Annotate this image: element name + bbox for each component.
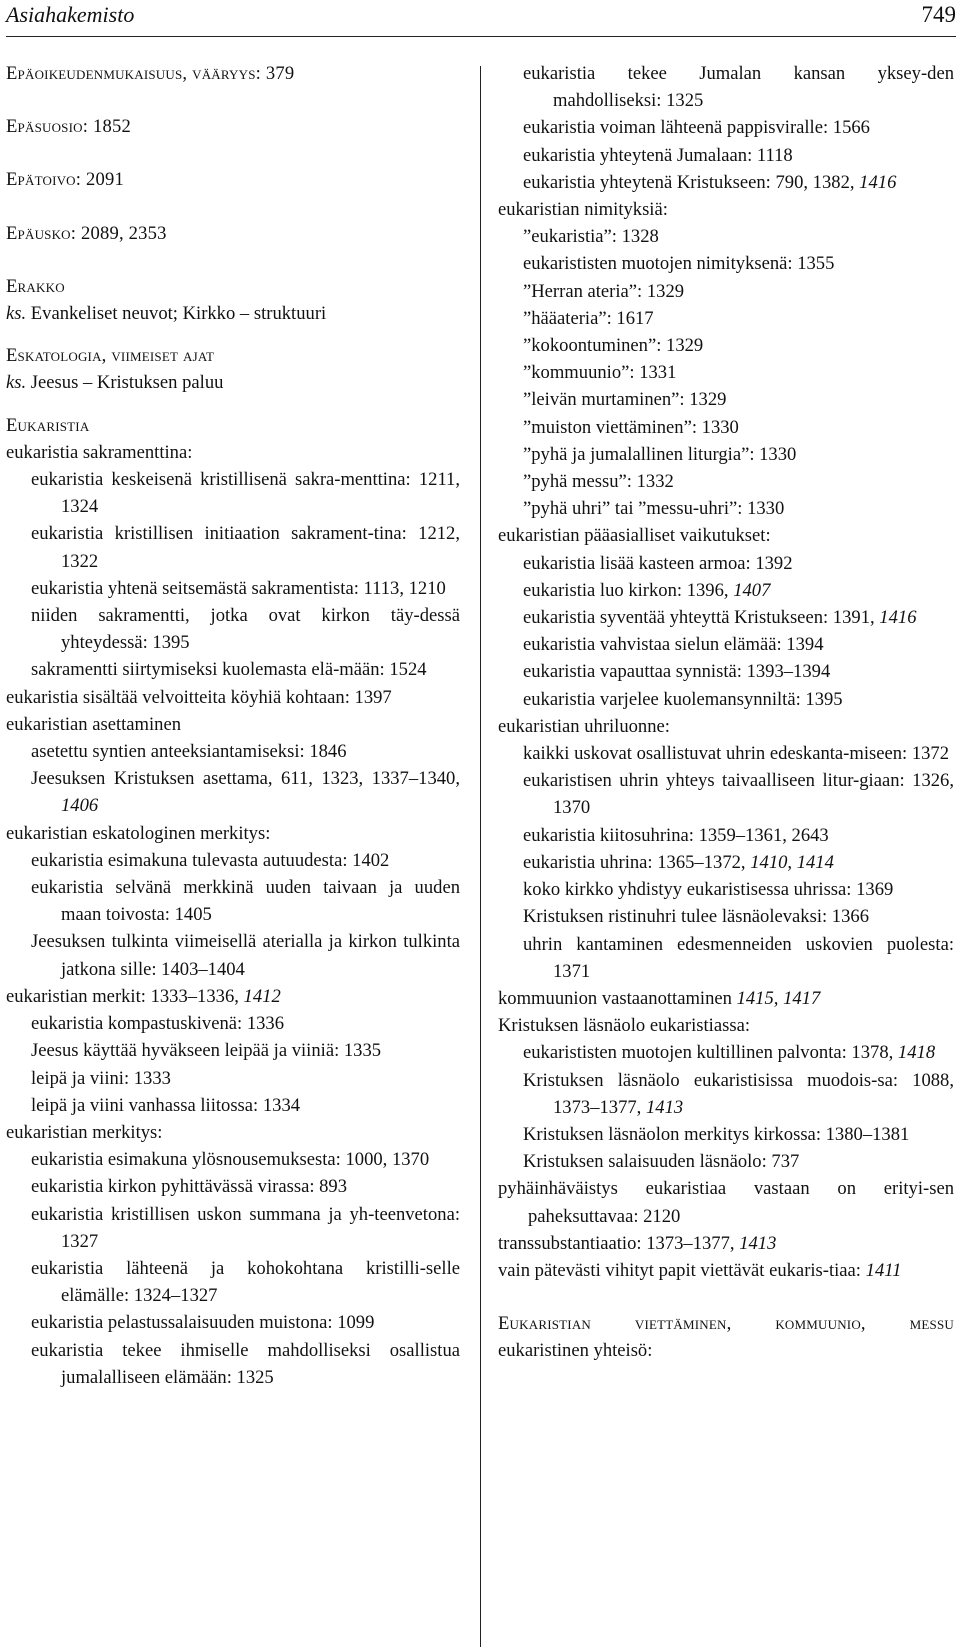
index-subentry: eukaristia tekee Jumalan kansan yksey-den mahdolliseksi: 1325 <box>523 63 954 112</box>
index-heading: Eukaristia <box>6 414 90 436</box>
index-subentry: eukaristia kristillisen uskon summana ja yh-teenvetona: 1327 <box>31 1203 460 1252</box>
index-subentry: eukaristia voiman lähteenä pappisviralle: 1566 <box>523 117 870 139</box>
index-entry: vain pätevästi vihityt papit viettävät eukaris-tiaa: 1411 <box>498 1259 902 1281</box>
index-subentry: eukarististen muotojen nimityksenä: 1355 <box>523 253 835 275</box>
index-heading: Epätoivo: 2091 <box>6 169 124 191</box>
index-entry: kommuunion vastaanottaminen 1415, 1417 <box>498 987 821 1009</box>
index-subentry: eukaristia esimakuna ylösnousemuksesta: 1000, 1370 <box>31 1149 430 1171</box>
running-title: Asiahakemisto <box>6 2 135 27</box>
index-heading: Erakko <box>6 275 65 297</box>
index-entry: eukaristian eskatologinen merkitys: <box>6 822 271 844</box>
page-header <box>6 0 956 37</box>
index-subentry: eukaristia kompastuskivenä: 1336 <box>31 1013 285 1035</box>
right-column <box>498 60 954 1365</box>
index-subentry: ”Herran ateria”: 1329 <box>523 280 685 302</box>
index-subentry: eukaristia tekee ihmiselle mahdolliseksi osallistua jumalalliseen elämään: 1325 <box>31 1339 460 1388</box>
index-subentry: ”pyhä messu”: 1332 <box>523 471 674 493</box>
index-subentry: Kristuksen läsnäolon merkitys kirkossa: 1380–1381 <box>523 1123 910 1145</box>
index-subentry: ”kokoontuminen”: 1329 <box>523 335 704 357</box>
index-subentry: kaikki uskovat osallistuvat uhrin edeskanta-miseen: 1372 <box>523 743 950 765</box>
index-entry: eukaristian asettaminen <box>6 713 182 735</box>
index-heading: Eukaristian viettäminen, kommuunio, messu <box>498 1313 954 1335</box>
index-entry: transsubstantiaatio: 1373–1377, 1413 <box>498 1232 777 1254</box>
index-entry: eukaristian nimityksiä: <box>498 199 668 221</box>
index-heading: Eskatologia, viimeiset ajat <box>6 345 215 367</box>
index-entry: eukaristia sakramenttina: <box>6 441 193 463</box>
index-entry: eukaristinen yhteisö: <box>498 1340 653 1362</box>
index-subentry: Jeesus käyttää hyväkseen leipää ja viiniä: 1335 <box>31 1040 382 1062</box>
index-heading: Epäusko: 2089, 2353 <box>6 222 167 244</box>
index-subentry: eukaristia luo kirkon: 1396, 1407 <box>523 579 771 601</box>
index-entry: eukaristian uhriluonne: <box>498 715 670 737</box>
index-subentry: eukaristia selvänä merkkinä uuden taivaan ja uuden maan toivosta: 1405 <box>31 877 460 926</box>
index-subentry: eukaristia lisää kasteen armoa: 1392 <box>523 552 793 574</box>
see-also: ks. Jeesus – Kristuksen paluu <box>6 372 224 394</box>
index-subentry: eukarististen muotojen kultillinen palvonta: 1378, 1418 <box>523 1042 936 1064</box>
index-entry: eukaristia sisältää velvoitteita köyhiä kohtaan: 1397 <box>6 686 392 708</box>
index-subentry: eukaristia yhtenä seitsemästä sakramentista: 1113, 1210 <box>31 577 446 599</box>
index-subentry: koko kirkko yhdistyy eukaristisessa uhrissa: 1369 <box>523 879 894 901</box>
index-subentry: eukaristia keskeisenä kristillisenä sakra-menttina: 1211, 1324 <box>31 469 460 518</box>
index-subentry: Kristuksen salaisuuden läsnäolo: 737 <box>523 1151 800 1173</box>
index-subentry: eukaristia esimakuna tulevasta autuudesta: 1402 <box>31 849 390 871</box>
column-divider <box>480 66 481 1647</box>
see-also: ks. Evankeliset neuvot; Kirkko – struktuuri <box>6 303 327 325</box>
index-subentry: eukaristia kirkon pyhittävässä virassa: 893 <box>31 1176 348 1198</box>
index-entry: eukaristian merkitys: <box>6 1121 163 1143</box>
index-subentry: ”muiston viettäminen”: 1330 <box>523 416 739 438</box>
left-column <box>6 60 460 1391</box>
index-subentry: eukaristia varjelee kuolemansynniltä: 1395 <box>523 688 843 710</box>
index-subentry: asetettu syntien anteeksiantamiseksi: 1846 <box>31 741 347 763</box>
index-subentry: eukaristia uhrina: 1365–1372, 1410, 1414 <box>523 851 834 873</box>
index-subentry: eukaristia yhteytenä Jumalaan: 1118 <box>523 144 793 166</box>
index-entry: eukaristian pääasialliset vaikutukset: <box>498 525 771 547</box>
index-subentry: eukaristia lähteenä ja kohokohtana kristilli-selle elämälle: 1324–1327 <box>31 1257 460 1307</box>
page-number: 749 <box>921 2 956 27</box>
index-heading: Epäsuosio: 1852 <box>6 116 131 138</box>
index-subentry: eukaristia kristillisen initiaation sakrament-tina: 1212, 1322 <box>31 523 460 572</box>
index-entry: Kristuksen läsnäolo eukaristiassa: <box>498 1015 750 1037</box>
index-subentry: eukaristia vapauttaa synnistä: 1393–1394 <box>523 661 831 683</box>
index-subentry: eukaristia pelastussalaisuuden muistona: 1099 <box>31 1312 375 1334</box>
index-subentry: ”hääateria”: 1617 <box>523 307 654 329</box>
index-subentry: Jeesuksen Kristuksen asettama, 611, 1323, 1337–1340, 1406 <box>31 768 460 817</box>
index-subentry: leipä ja viini vanhassa liitossa: 1334 <box>31 1094 301 1116</box>
index-subentry: Jeesuksen tulkinta viimeisellä aterialla ja kirkon tulkinta jatkona sille: 1403–1404 <box>31 931 460 980</box>
index-subentry: ”pyhä ja jumalallinen liturgia”: 1330 <box>523 443 797 465</box>
index-subentry: eukaristia vahvistaa sielun elämää: 1394 <box>523 634 824 656</box>
index-subentry: eukaristisen uhrin yhteys taivaalliseen litur-giaan: 1326, 1370 <box>523 770 954 819</box>
index-subentry: leipä ja viini: 1333 <box>31 1067 171 1089</box>
index-subentry: ”eukaristia”: 1328 <box>523 226 659 248</box>
index-entry: pyhäinhäväistys eukaristiaa vastaan on erityi-sen paheksuttavaa: 2120 <box>498 1178 954 1227</box>
index-subentry: eukaristia syventää yhteyttä Kristukseen: 1391, 1416 <box>523 607 917 629</box>
index-subentry: niiden sakramentti, jotka ovat kirkon täy-dessä yhteydessä: 1395 <box>31 605 460 654</box>
index-subentry: ”kommuunio”: 1331 <box>523 362 677 384</box>
index-subentry: ”leivän murtaminen”: 1329 <box>523 389 727 411</box>
index-subentry: sakramentti siirtymiseksi kuolemasta elä-mään: 1524 <box>31 659 427 681</box>
index-subentry: ”pyhä uhri” tai ”messu-uhri”: 1330 <box>523 498 785 520</box>
index-subentry: Kristuksen läsnäolo eukaristisissa muodois-sa: 1088, 1373–1377, 1413 <box>523 1069 954 1118</box>
index-subentry: uhrin kantaminen edesmenneiden uskovien puolesta: 1371 <box>523 933 954 982</box>
index-heading: Epäoikeudenmukaisuus, vääryys: 379 <box>6 63 295 84</box>
index-entry: eukaristian merkit: 1333–1336, 1412 <box>6 985 281 1007</box>
index-subentry: Kristuksen ristinuhri tulee läsnäolevaksi: 1366 <box>523 906 869 928</box>
index-subentry: eukaristia kiitosuhrina: 1359–1361, 2643 <box>523 824 829 846</box>
index-subentry: eukaristia yhteytenä Kristukseen: 790, 1382, 1416 <box>523 171 897 193</box>
